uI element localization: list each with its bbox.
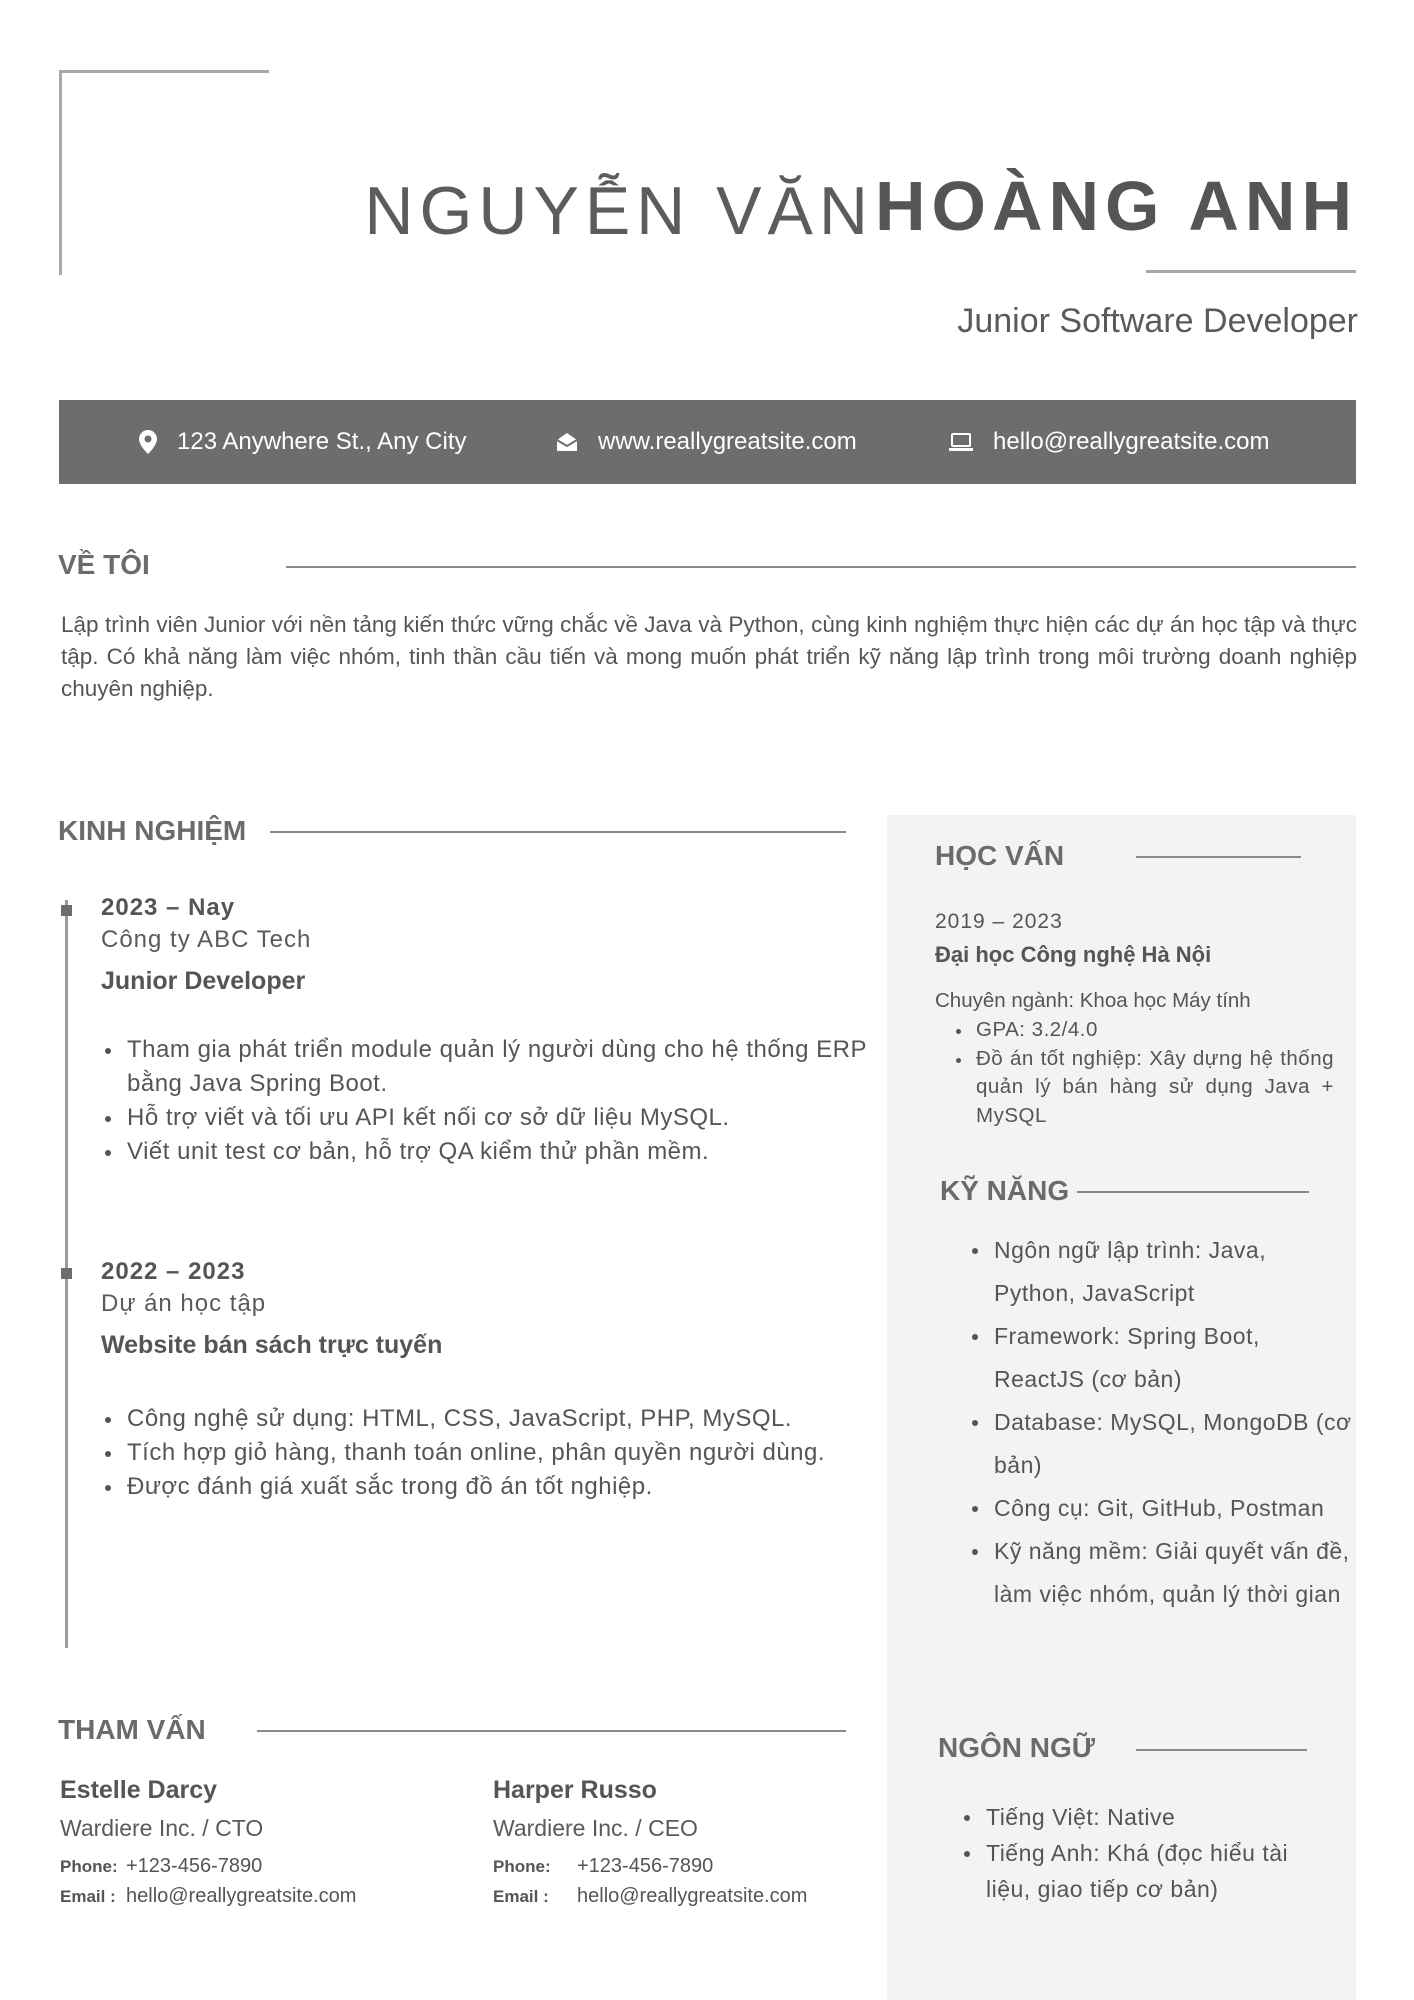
phone-value: +123-456-7890 — [126, 1855, 263, 1877]
timeline-dot — [61, 1268, 72, 1279]
education-rule — [1136, 856, 1301, 858]
envelope-open-icon — [556, 432, 578, 452]
reference-company: Wardiere Inc. / CEO — [493, 1815, 698, 1841]
about-heading: VỀ TÔI — [58, 549, 150, 580]
corner-frame-vertical — [59, 70, 62, 275]
reference-phone — [60, 1855, 262, 1878]
list-item: Viết unit test cơ bản, hỗ trợ QA kiểm thử phần mềm. — [127, 1135, 867, 1169]
skills-list — [968, 1229, 1354, 1616]
reference-name: Estelle Darcy — [60, 1776, 218, 1804]
exp-company: Công ty ABC Tech — [101, 926, 312, 953]
corner-frame-horizontal — [59, 70, 269, 73]
about-rule — [286, 566, 1356, 568]
education-bullets — [950, 1016, 1334, 1130]
exp-company: Dự án học tập — [101, 1290, 267, 1317]
reference-phone — [493, 1855, 713, 1878]
website-link[interactable]: www.reallygreatsite.com — [598, 428, 857, 455]
email-label: Email : — [60, 1887, 116, 1906]
list-item: Tiếng Anh: Khá (đọc hiểu tài liệu, giao tiếp cơ bản) — [986, 1835, 1326, 1907]
list-item: Kỹ năng mềm: Giải quyết vấn đề, làm việc nhóm, quản lý thời gian — [994, 1530, 1354, 1616]
list-item: Công cụ: Git, GitHub, Postman — [994, 1487, 1354, 1530]
email-value[interactable]: hello@reallygreatsite.com — [126, 1885, 357, 1907]
exp-bullets — [101, 1033, 867, 1169]
languages-heading: NGÔN NGỮ — [938, 1732, 1096, 1763]
reference-email — [60, 1885, 356, 1908]
title-divider — [1146, 270, 1356, 273]
skills-heading: KỸ NĂNG — [940, 1175, 1070, 1206]
exp-role: Junior Developer — [101, 967, 306, 995]
list-item: Tích hợp giỏ hàng, thanh toán online, phân quyền người dùng. — [127, 1436, 867, 1470]
list-item: Đồ án tốt nghiệp: Xây dựng hệ thống quản lý bán hàng sử dụng Java + MySQL — [976, 1045, 1334, 1131]
laptop-icon — [949, 433, 973, 451]
skills-rule — [1077, 1191, 1309, 1193]
list-item: Công nghệ sử dụng: HTML, CSS, JavaScript, PHP, MySQL. — [127, 1402, 867, 1436]
contact-email[interactable] — [949, 400, 1269, 484]
phone-value: +123-456-7890 — [577, 1855, 714, 1877]
timeline-dot — [61, 905, 72, 916]
phone-label: Phone: — [60, 1857, 118, 1876]
exp-date: 2022 – 2023 — [101, 1258, 246, 1285]
list-item: Framework: Spring Boot, ReactJS (cơ bản) — [994, 1315, 1354, 1401]
exp-date: 2023 – Nay — [101, 894, 236, 921]
reference-email — [493, 1885, 807, 1908]
experience-heading: KINH NGHIỆM — [58, 815, 247, 846]
reference-company: Wardiere Inc. / CTO — [60, 1815, 264, 1841]
email-value[interactable]: hello@reallygreatsite.com — [577, 1885, 808, 1907]
reference-name: Harper Russo — [493, 1776, 657, 1804]
education-school: Đại học Công nghệ Hà Nội — [935, 942, 1212, 967]
languages-list — [960, 1799, 1326, 1907]
exp-bullets — [101, 1402, 867, 1504]
first-name: NGUYỄN VĂN — [364, 173, 874, 249]
email-link[interactable]: hello@reallygreatsite.com — [993, 428, 1270, 455]
list-item: Database: MySQL, MongoDB (cơ bản) — [994, 1401, 1354, 1487]
experience-rule — [270, 831, 846, 833]
contact-address — [139, 400, 467, 484]
list-item: Được đánh giá xuất sắc trong đồ án tốt nghiệp. — [127, 1470, 867, 1504]
list-item: Tiếng Việt: Native — [986, 1799, 1326, 1835]
about-text: Lập trình viên Junior với nền tảng kiến thức vững chắc về Java và Python, cùng kinh nghiệm thực hiện các dự án học tập và thực tập. Có khả năng làm việc nhóm, tinh thần cầu tiến và mong muốn phát triển kỹ năng lập trình trong môi trường doanh nghiệp chuyên nghiệp. — [61, 612, 1357, 701]
phone-label: Phone: — [493, 1857, 551, 1876]
references-rule — [257, 1730, 846, 1732]
list-item: Tham gia phát triển module quản lý người dùng cho hệ thống ERP bằng Java Spring Boot. — [127, 1033, 867, 1101]
exp-role: Website bán sách trực tuyến — [101, 1331, 443, 1359]
address-text: 123 Anywhere St., Any City — [177, 428, 467, 455]
list-item: GPA: 3.2/4.0 — [976, 1016, 1334, 1045]
education-major: Chuyên ngành: Khoa học Máy tính — [935, 989, 1251, 1012]
job-title: Junior Software Developer — [957, 302, 1358, 340]
list-item: Ngôn ngữ lập trình: Java, Python, JavaScript — [994, 1229, 1354, 1315]
contact-bar — [59, 400, 1356, 484]
contact-website[interactable] — [556, 400, 857, 484]
education-heading: HỌC VẤN — [935, 840, 1065, 871]
location-pin-icon — [139, 430, 157, 454]
email-label: Email : — [493, 1887, 549, 1906]
languages-rule — [1136, 1749, 1307, 1751]
references-heading: THAM VẤN — [58, 1714, 206, 1745]
last-name: HOÀNG ANH — [874, 167, 1358, 245]
list-item: Hỗ trợ viết và tối ưu API kết nối cơ sở dữ liệu MySQL. — [127, 1101, 867, 1135]
education-years: 2019 – 2023 — [935, 910, 1063, 933]
